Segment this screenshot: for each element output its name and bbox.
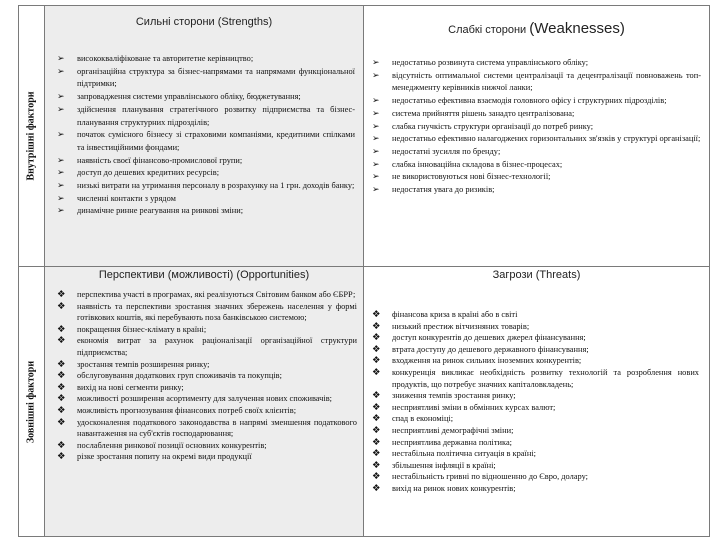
- opportunities-cell: [45, 285, 363, 536]
- strengths-title: Сильні сторони (Strengths): [135, 16, 273, 28]
- check-arrow-icon: ➢: [372, 185, 380, 196]
- diamond-bullet-icon: ❖: [372, 424, 381, 436]
- diamond-bullet-icon: ❖: [57, 358, 66, 370]
- diamond-bullet-icon: ❖: [57, 404, 66, 416]
- weaknesses-list: [370, 57, 701, 197]
- diamond-bullet-icon: ❖: [57, 451, 66, 463]
- list-item: ➢ початок сумісного бізнесу зі страховими компаніями, кредитними спілками та інвестиційними фондами;: [57, 130, 355, 152]
- list-item: ➢ система прийняття рішень занадто централізована;: [372, 108, 575, 119]
- opportunities-list: [55, 289, 357, 463]
- check-arrow-icon: ➢: [372, 108, 380, 119]
- diamond-bullet-icon: ❖: [57, 289, 66, 300]
- diamond-bullet-icon: ❖: [57, 335, 66, 347]
- check-arrow-icon: ➢: [372, 70, 380, 81]
- diamond-bullet-icon: ❖: [372, 390, 381, 402]
- list-item: ➢ запровадження системи управлінського обліку, бюджетування;: [57, 92, 301, 103]
- check-arrow-icon: ➢: [57, 206, 65, 217]
- list-item: ❖ збільшення інфляції в країні;: [372, 459, 496, 471]
- check-arrow-icon: ➢: [57, 181, 65, 192]
- list-item: ❖ доступ конкурентів до дешевих джерел фінансування;: [372, 332, 586, 344]
- list-item: ➢ недостатні зусилля по брендy;: [372, 146, 501, 157]
- diamond-bullet-icon: ❖: [57, 323, 66, 335]
- list-item: ❖ наявність та перспективи зростання значних збережень населення у формі готівкових коштів, які перебувають поза банківською системою;: [57, 300, 357, 323]
- check-arrow-icon: ➢: [372, 134, 380, 145]
- list-item: ❖ нестабільність гривні по відношенню до Євро, долару;: [372, 471, 589, 483]
- table-bottom-border: [18, 536, 710, 537]
- weaknesses-title-ua: Слабкі сторони: [448, 24, 527, 36]
- diamond-bullet-icon: ❖: [372, 459, 381, 471]
- list-item: ➢ недостатньо ефективно налагоджених горизонтальних зв'язків у структурі організації;: [372, 134, 701, 145]
- diamond-bullet-icon: ❖: [372, 332, 381, 344]
- diamond-bullet-icon: ❖: [372, 355, 381, 367]
- list-item: ➢ доступ до дешевих кредитних ресурсів;: [57, 168, 220, 179]
- list-item: ➢ організаційна структура за бізнес-напрямами та напрямами функціональної підтримки;: [57, 66, 355, 89]
- opportunities-title: Перспективи (можливості) (Opportunities): [98, 269, 310, 281]
- strengths-cell: [45, 50, 363, 266]
- list-item: ❖ послаблення ринкової позиції основних конкурентів;: [57, 439, 267, 451]
- list-item: ❖ нестабільна політична ситуація в країні;: [372, 448, 536, 460]
- threats-title: Загрози (Threats): [492, 269, 581, 281]
- list-item: ❖ фінансова криза в країні або в світі: [372, 309, 518, 320]
- list-item: ➢ не використовуються нові бізнес-технології;: [372, 172, 551, 183]
- check-arrow-icon: ➢: [57, 66, 65, 77]
- list-item: ❖ несприятливі демографічні зміни;: [372, 424, 514, 436]
- diamond-bullet-icon: ❖: [57, 393, 66, 405]
- diamond-bullet-icon: ❖: [372, 471, 381, 483]
- strengths-list: [55, 53, 355, 218]
- check-arrow-icon: ➢: [57, 54, 65, 64]
- list-item: ❖ можливості розширення асортименту для залучення нових споживачів;: [57, 393, 332, 405]
- list-item: ❖ можливість прогнозування фінансових потреб своїх клієнтів;: [57, 404, 297, 416]
- list-item: ➢ наявність своєї фінансово-промислової групи;: [57, 155, 243, 166]
- list-item: ❖ різке зростання попиту на окремі види продукції: [57, 451, 252, 463]
- list-item: ➢ недостатньо розвинута система управлінського обліку;: [372, 58, 589, 68]
- list-item: ➢ численні контакти з урядом: [57, 193, 176, 204]
- list-item: ➢ слабка гнучкість структури організації до потреб ринку;: [372, 121, 594, 132]
- diamond-bullet-icon: ❖: [372, 413, 381, 425]
- diamond-bullet-icon: ❖: [372, 343, 381, 355]
- list-item: ❖ конкуренція викликає необхідність розвитку технологій та розроблення нових продуктів, що потребує значних капіталовкладень;: [372, 366, 699, 389]
- check-arrow-icon: ➢: [57, 155, 65, 166]
- check-arrow-icon: ➢: [57, 193, 65, 204]
- list-item: ➢ висококваліфіковане та авторитетне керівництво;: [57, 54, 254, 64]
- list-item: ❖ вихід на ринок нових конкурентів;: [372, 482, 516, 494]
- list-item: ➢ здійснення планування стратегічного розвитку підприємства та бізнес-планування структурних підрозділів;: [57, 104, 355, 127]
- check-arrow-icon: ➢: [372, 172, 380, 183]
- diamond-bullet-icon: ❖: [57, 370, 66, 382]
- threats-cell: [364, 285, 709, 536]
- weaknesses-title-en: (Weaknesses): [529, 20, 625, 37]
- list-item: ❖ несприятливі зміни в обмінних курсах валют;: [372, 401, 556, 413]
- list-item: ➢ динамічне ринне реагування на ринкові зміни;: [57, 206, 244, 217]
- list-item: ❖ низький престиж вітчизняних товарів;: [372, 320, 530, 332]
- diamond-bullet-icon: ❖: [372, 436, 381, 448]
- list-item: ❖ перспектива участі в програмах, які реалізуються Світовим банком або ЄБРР;: [57, 289, 356, 300]
- list-item: ❖ несприятлива державна політика;: [372, 436, 513, 448]
- opportunities-header: [45, 267, 363, 285]
- diamond-bullet-icon: ❖: [372, 401, 381, 413]
- diamond-bullet-icon: ❖: [372, 366, 381, 378]
- list-item: ➢ недостатня увага до ризиків;: [372, 185, 495, 196]
- check-arrow-icon: ➢: [372, 146, 380, 157]
- check-arrow-icon: ➢: [372, 121, 380, 132]
- list-item: ❖ економія витрат за рахунок раціоналізації організаційної структури підприємства;: [57, 335, 357, 357]
- list-item: ❖ зниження темпів зростання ринку;: [372, 390, 516, 402]
- list-item: ❖ вихід на нові сегменти ринку;: [57, 381, 184, 393]
- list-item: ➢ низькі витрати на утримання персоналу в розрахунку на 1 грн. доходів банку;: [57, 181, 355, 192]
- list-item: ➢ слабка інноваційна складова в бізнес-процесах;: [372, 159, 563, 170]
- diamond-bullet-icon: ❖: [57, 416, 66, 428]
- table-right-border: [709, 5, 710, 537]
- diamond-bullet-icon: ❖: [372, 482, 381, 494]
- check-arrow-icon: ➢: [57, 168, 65, 179]
- diamond-bullet-icon: ❖: [372, 448, 381, 460]
- diamond-bullet-icon: ❖: [57, 439, 66, 451]
- list-item: ❖ входження на ринок сильних іноземних конкурентів;: [372, 355, 582, 367]
- diamond-bullet-icon: ❖: [372, 320, 381, 332]
- diamond-bullet-icon: ❖: [57, 381, 66, 393]
- threats-list: [370, 309, 699, 495]
- list-item: ❖ зростання темпів розширення ринку;: [57, 358, 210, 370]
- list-item: ❖ спад в економіці;: [372, 413, 454, 425]
- check-arrow-icon: ➢: [372, 58, 380, 68]
- list-item: ➢ відсутність оптимальної системи централізації та децентралізації повноважень топ-менеджменту керівників нижчої ланки;: [372, 70, 701, 93]
- list-item: ❖ удосконалення податкового законодавства в напрямі зменшення податкового навантаження на суб'єктів господарювання;: [57, 416, 357, 439]
- threats-header: [364, 267, 709, 285]
- weaknesses-header: [364, 6, 709, 50]
- list-item: ❖ покращення бізнес-клімату в країні;: [57, 323, 207, 335]
- diamond-bullet-icon: ❖: [372, 309, 381, 320]
- check-arrow-icon: ➢: [372, 96, 380, 107]
- list-item: ❖ втрата доступу до дешевого державного фінансування;: [372, 343, 589, 355]
- list-item: ➢ недостатньо ефективна взаємодія головного офісу і структурних підрозділів;: [372, 96, 667, 107]
- external-factors-label: Зовнішні фактори: [25, 360, 37, 443]
- strengths-header: [45, 6, 363, 50]
- internal-factors-label: Внутрішні фактори: [25, 91, 37, 181]
- diamond-bullet-icon: ❖: [57, 300, 66, 312]
- check-arrow-icon: ➢: [57, 92, 65, 103]
- weaknesses-cell: [364, 50, 709, 266]
- check-arrow-icon: ➢: [57, 104, 65, 115]
- list-item: ❖ обслуговування додаткових груп споживачів та покупців;: [57, 370, 282, 382]
- check-arrow-icon: ➢: [57, 130, 65, 141]
- check-arrow-icon: ➢: [372, 159, 380, 170]
